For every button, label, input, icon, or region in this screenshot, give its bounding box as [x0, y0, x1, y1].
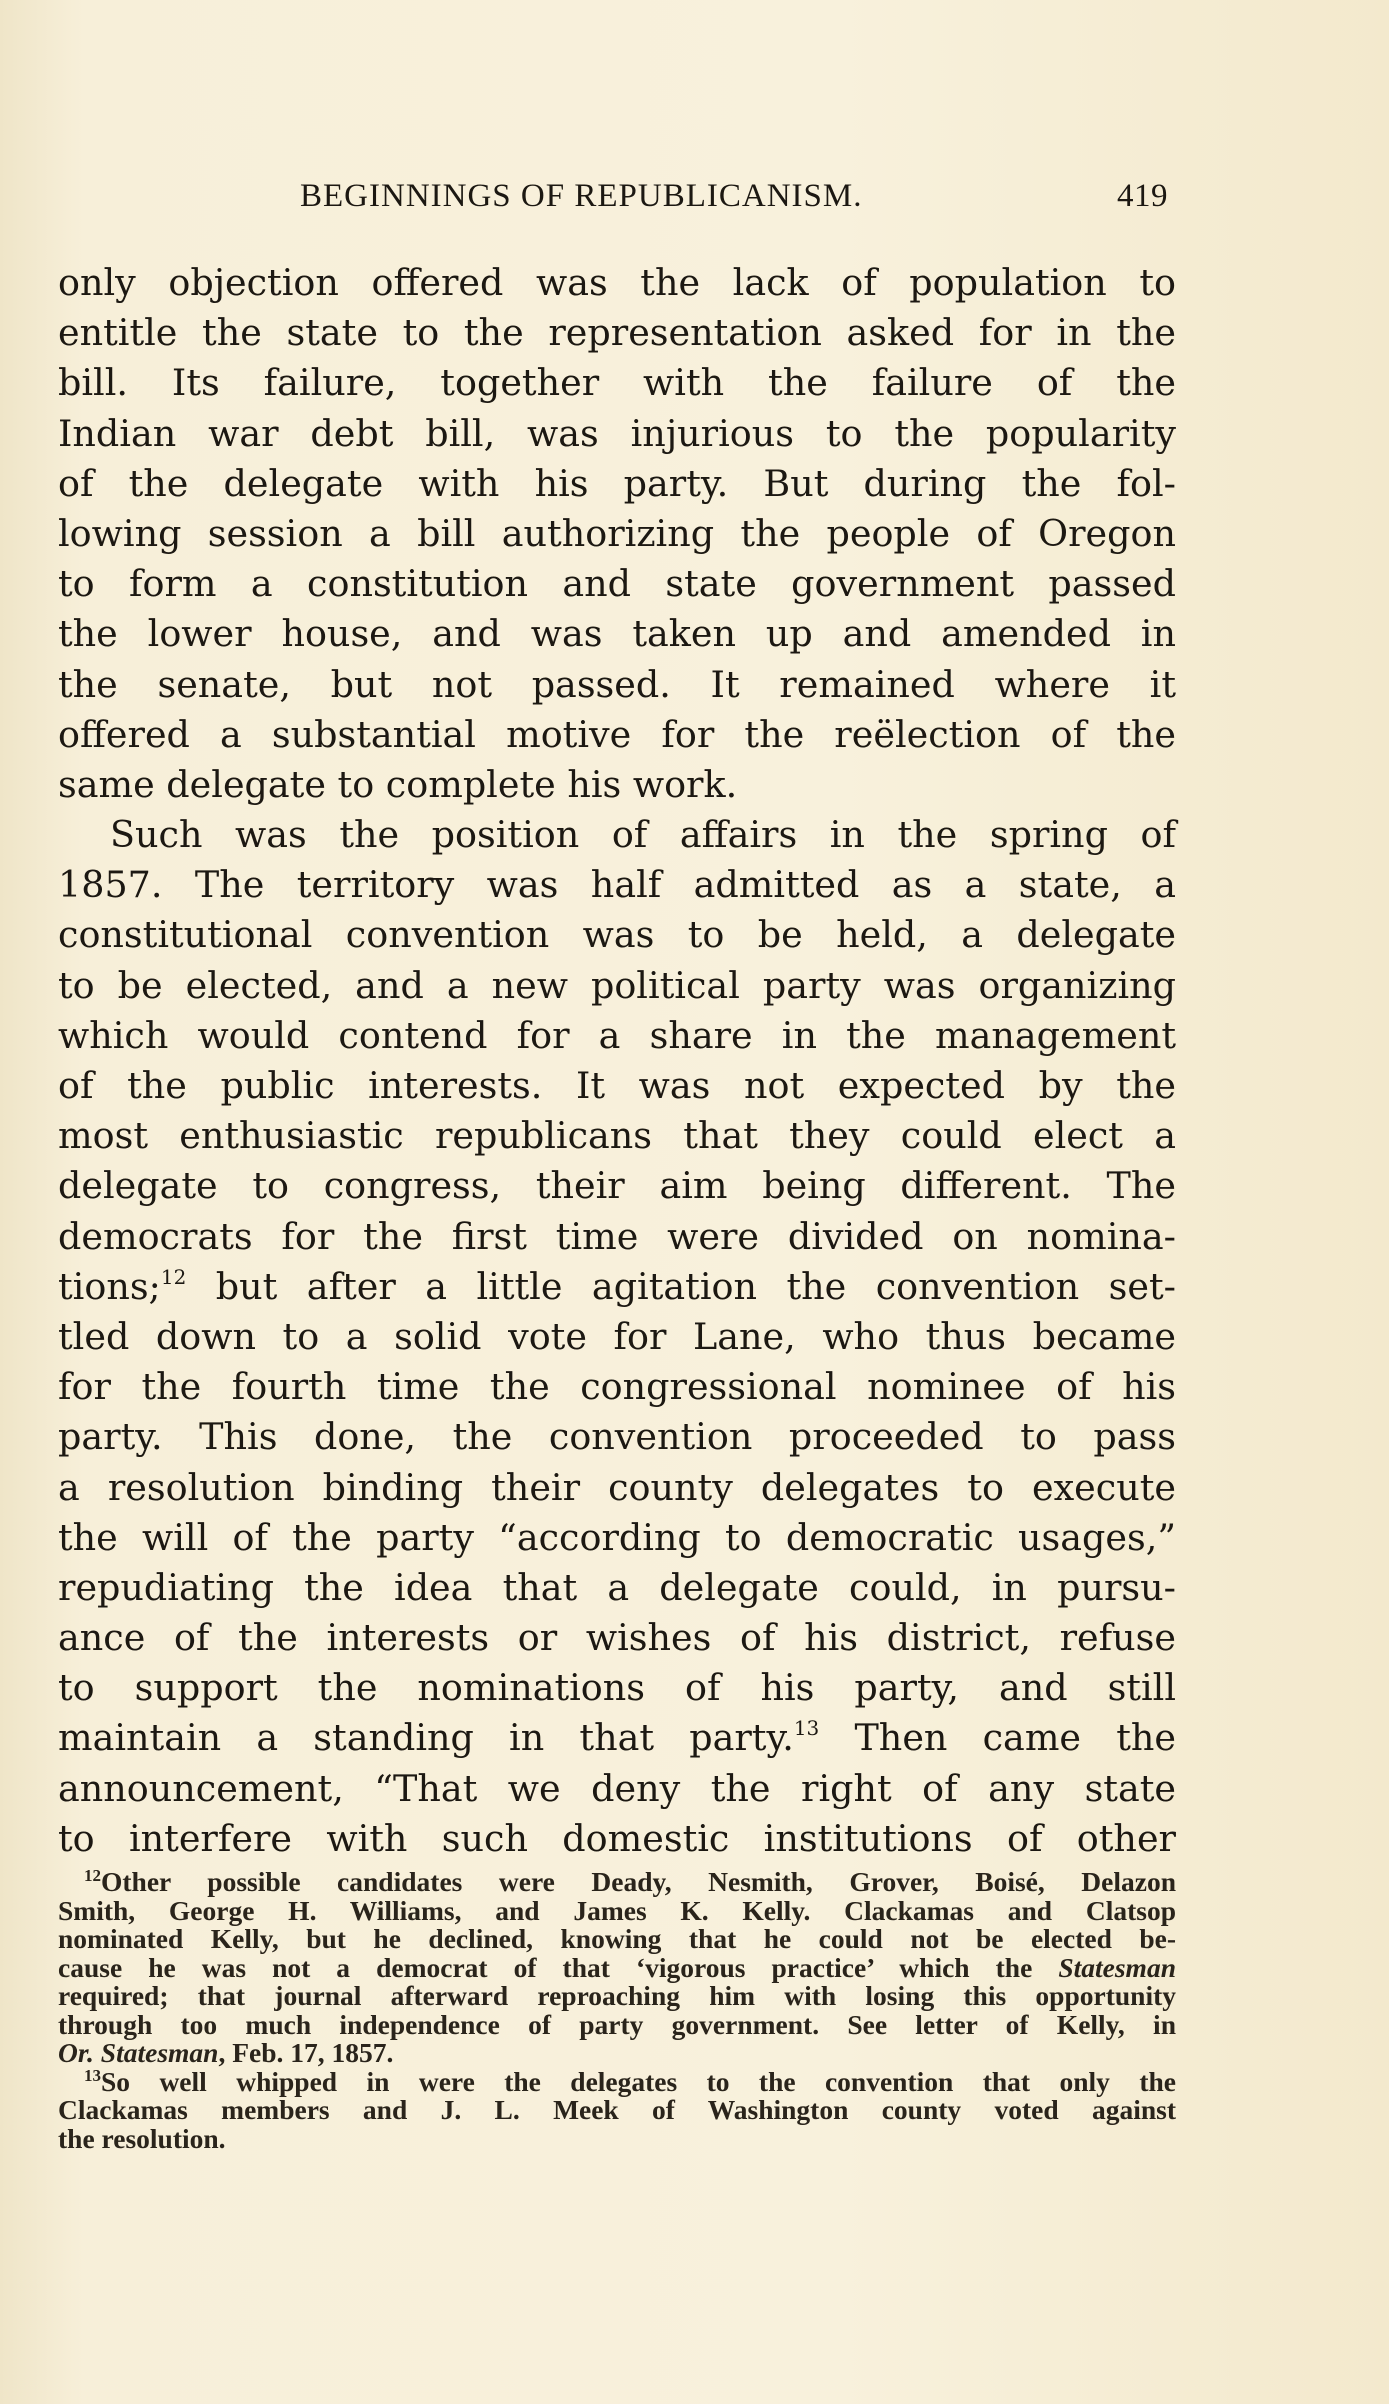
text-line: of the public interests. It was not expected by the [58, 1064, 1176, 1107]
footnote-text: , Feb. 17, 1857. [218, 2037, 394, 2068]
text-line: a resolution binding their county delegates to execute [58, 1465, 1176, 1509]
footnote-text: cause he was not a democrat of that ‘vigorous practice’ which the [58, 1951, 1059, 1983]
text-segment: but after a little agitation the convention set- [186, 1264, 1176, 1308]
text-line: which would contend for a share in the management [58, 1013, 1176, 1057]
footnote-italic-statesman: Statesman [1058, 1951, 1176, 1983]
text-line: lowing session a bill authorizing the people of Oregon [58, 511, 1176, 555]
text-line: most enthusiastic republicans that they could elect a [58, 1114, 1176, 1158]
text-line: same delegate to complete his work. [58, 762, 738, 806]
footnote-text: Other possible candidates were Deady, Nesmith, Grover, Boisé, Delazon [101, 1866, 1176, 1897]
text-line: to form a constitution and state government passed [58, 562, 1176, 606]
text-line: party. This done, the convention proceeded to pass [58, 1415, 1176, 1459]
running-header [58, 178, 1168, 228]
text-line: delegate to congress, their aim being different. The [58, 1164, 1176, 1208]
footnote-italic-or-statesman: Or. Statesman [58, 2037, 219, 2068]
footnote-13-line: Clackamas members and J. L. Meek of Washington county voted against [58, 2094, 1176, 2125]
footnote-marker-12: 12 [84, 1866, 101, 1885]
text-line: for the fourth time the congressional nominee of his [58, 1365, 1176, 1409]
footnote-13-line [58, 2065, 1176, 2097]
footnote-ref-13[interactable]: 13 [793, 1716, 820, 1741]
body-text [58, 258, 1176, 1864]
text-line: only objection offered was the lack of population to [58, 261, 1176, 304]
text-segment: maintain a standing in that party. [58, 1716, 794, 1760]
text-line: 1857. The territory was half admitted as a state, a [58, 863, 1176, 907]
text-line: repudiating the idea that a delegate could, in pursu- [58, 1565, 1176, 1609]
text-line: constitutional convention was to be held, a delegate [58, 913, 1176, 957]
page-number: 419 [1117, 178, 1168, 214]
text-line: democrats for the first time were divided on nomina- [58, 1214, 1176, 1258]
footnote-12-line [58, 1951, 1176, 1983]
running-title: BEGINNINGS OF REPUBLICANISM. [300, 178, 863, 214]
text-line: ance of the interests or wishes of his district, refuse [58, 1616, 1176, 1660]
footnotes [58, 1868, 1176, 2153]
text-line: the will of the party “according to democratic usages,” [58, 1515, 1176, 1559]
footnote-12-line: required; that journal afterward reproaching him with losing this opportunity [58, 1980, 1176, 2011]
text-line [58, 1262, 1176, 1312]
text-line: tled down to a solid vote for Lane, who thus became [58, 1314, 1176, 1358]
text-line: the senate, but not passed. It remained where it [58, 662, 1176, 706]
text-line: offered a substantial motive for the reëlection of the [58, 712, 1176, 756]
text-segment: Then came the [819, 1716, 1176, 1760]
footnote-marker-13: 13 [84, 2065, 101, 2085]
text-line: announcement, “That we deny the right of any state [58, 1766, 1176, 1810]
text-line: to be elected, and a new political party was organizing [58, 963, 1176, 1007]
footnote-text: So well whipped in were the delegates to the convention that only the [101, 2065, 1176, 2097]
text-line: entitle the state to the representation asked for in the [58, 311, 1176, 355]
footnote-13-line: the resolution. [58, 2122, 226, 2154]
text-line [58, 1713, 1176, 1763]
footnote-12-line: through too much independence of party government. See letter of Kelly, in [58, 2008, 1176, 2040]
text-line: of the delegate with his party. But during the fol- [58, 461, 1176, 505]
text-line: Such was the position of affairs in the spring of [110, 813, 1176, 857]
text-line: Indian war debt bill, was injurious to the popularity [58, 411, 1176, 455]
footnote-12-line [58, 2039, 1176, 2068]
text-line: bill. Its failure, together with the failure of the [58, 361, 1176, 405]
text-line: the lower house, and was taken up and amended in [58, 612, 1176, 656]
footnote-12-line: Smith, George H. Williams, and James K. Kelly. Clackamas and Clatsop [58, 1894, 1176, 1926]
text-line: to interfere with such domestic institutions of other [58, 1816, 1176, 1860]
footnote-ref-12[interactable]: 12 [160, 1264, 187, 1289]
text-line: to support the nominations of his party, and still [58, 1666, 1176, 1710]
text-segment: tions; [58, 1264, 161, 1308]
footnote-12-line [58, 1868, 1176, 1897]
footnote-12-line: nominated Kelly, but he declined, knowing that he could not be elected be- [58, 1923, 1176, 1954]
